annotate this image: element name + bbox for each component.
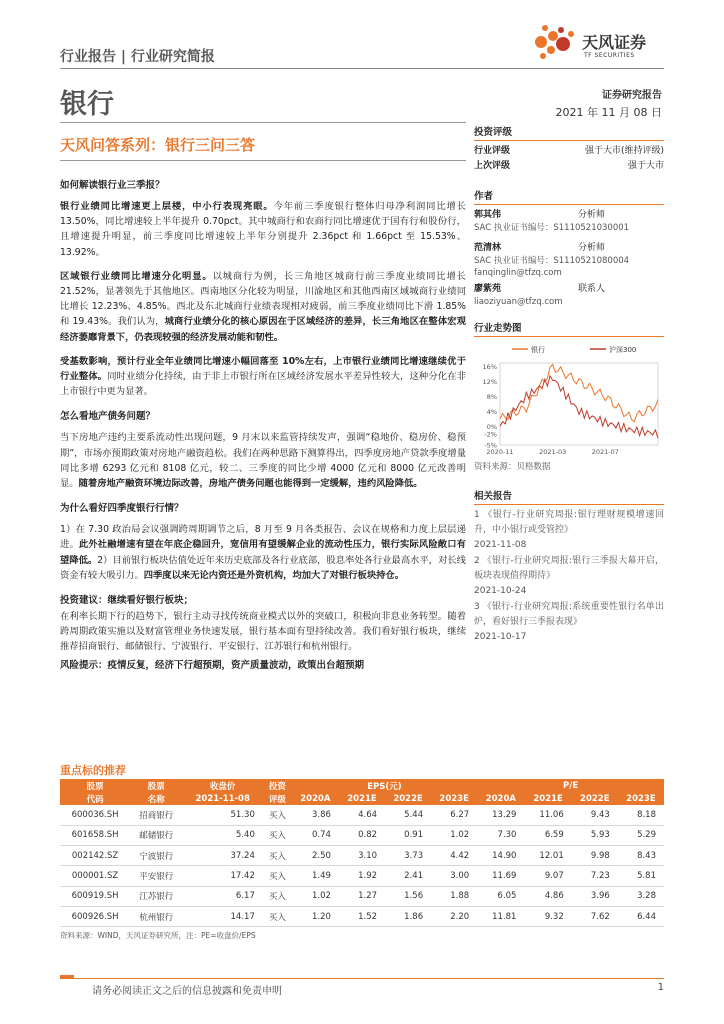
paragraph-4-text: 当下房地产违约主要系流动性出现问题，9 月末以来监管持续发声，强调“稳地价、稳房价、稳预期”，市场亦预期政策对房地产融资趋松。我们在两种思路下测算得出，四季度房地产贷款季度增量同比多增 6293 亿元和 8108 亿元，较二、三季度的同比少增 4000 亿元和 8000 亿元改善明显。 bbox=[60, 432, 466, 490]
title-divider-bottom bbox=[60, 160, 466, 161]
table-cell: 6.17 bbox=[182, 886, 262, 906]
table-row bbox=[60, 825, 664, 845]
header-pe: P/E bbox=[477, 779, 664, 792]
author-1 bbox=[474, 208, 664, 235]
trend-heading: 行业走势图 bbox=[474, 320, 664, 337]
table-row bbox=[60, 805, 664, 825]
author-2-sac: SAC 执业证书编号：S1110521080004 bbox=[474, 255, 630, 266]
subheader-cell: 2020A bbox=[292, 792, 339, 805]
table-cell: 5.40 bbox=[182, 825, 262, 845]
table-cell: 8.18 bbox=[618, 805, 664, 825]
table-cell: 12.01 bbox=[524, 846, 571, 866]
previous-rating bbox=[474, 159, 664, 174]
table-cell: 11.06 bbox=[524, 805, 571, 825]
author-2-email[interactable]: fanqinglin@tfzq.com bbox=[474, 268, 562, 278]
title-divider-top bbox=[60, 122, 466, 123]
paragraph-2-lead: 区域银行业绩同比增速分化明显。 bbox=[60, 270, 213, 282]
table-cell: 11.81 bbox=[477, 906, 524, 926]
author-2 bbox=[474, 241, 664, 280]
table-cell: 11.69 bbox=[477, 866, 524, 886]
question-1: 如何解读银行业三季报？ bbox=[60, 180, 165, 191]
author-3-email[interactable]: liaoziyuan@tfzq.com bbox=[474, 296, 563, 307]
table-cell: 买入 bbox=[263, 906, 292, 926]
paragraph-1-text: 今年前三季度银行整体归母净利润同比增长 13.50%，同比增速较上半年提升 0.70pct。其中城商行和农商行同比增速优于国有行和股份行，且增速提升明显，前三季度同比增速较上半年分别提升 2.36pct 和 1.66pct 至 15.53%、13.92%。 bbox=[60, 201, 466, 258]
table-cell: 600919.SH bbox=[60, 886, 130, 906]
x-tick-label: 2020-11 bbox=[486, 448, 514, 456]
rating-heading: 投资评级 bbox=[474, 124, 664, 141]
table-row bbox=[60, 906, 664, 926]
paragraph-3-lead: 受基数影响，预计行业全年业绩同比增速小幅回落至 10%左右，上市银行业绩同比增速继续优于行业整体。 bbox=[60, 355, 466, 383]
related-report-3[interactable]: 3 《银行-行业研究周报:系统重要性银行名单出炉，看好银行三季报表现》 bbox=[474, 601, 664, 627]
paragraph-3-text: 同时业绩分化持续，由于非上市银行所在区域经济发展水平差异性较大，这种分化在非上市银行中更为显著。 bbox=[60, 371, 466, 398]
table-cell: 3.86 bbox=[292, 805, 339, 825]
table-cell: 4.86 bbox=[524, 886, 571, 906]
table-cell: 5.44 bbox=[385, 805, 431, 825]
table-cell: 6.44 bbox=[618, 906, 664, 926]
authors-heading: 作者 bbox=[474, 188, 664, 205]
paragraph-5-text-b: 2）目前银行板块估值处近年来历史底部及各行业底部，股息率处各行业最高水平，对长线资金有较大吸引力。 bbox=[60, 554, 466, 581]
table-cell: 招商银行 bbox=[130, 805, 182, 825]
table-cell: 3.73 bbox=[385, 846, 431, 866]
author-3 bbox=[474, 282, 664, 309]
author-2-header bbox=[474, 241, 664, 255]
paragraph-5-highlight: 此外社融增速有望在年底企稳回升，宽信用有望缓解企业的流动性压力，银行实际风险敞口有望降低。 bbox=[60, 539, 466, 566]
table-cell: 17.42 bbox=[182, 866, 262, 886]
table-cell: 买入 bbox=[263, 846, 292, 866]
y-tick-label: 8% bbox=[486, 393, 497, 402]
trend-chart-svg bbox=[474, 341, 664, 459]
table-cell: 1.02 bbox=[431, 825, 477, 845]
subheader-cell: 代码 bbox=[60, 792, 130, 805]
y-tick-label: 12% bbox=[482, 378, 497, 387]
table-cell: 9.98 bbox=[572, 846, 618, 866]
paragraph-1-lead: 银行业绩同比增速更上层楼，中小行表现亮眼。 bbox=[60, 201, 274, 212]
x-tick-label: 2021-07 bbox=[591, 448, 619, 456]
subheader-cell: 2023E bbox=[431, 792, 477, 805]
y-tick-label: 16% bbox=[482, 363, 497, 372]
author-1-sac: SAC 执业证书编号：S1110521030001 bbox=[474, 223, 630, 233]
subheader-cell: 2022E bbox=[572, 792, 618, 805]
related-report-3-date: 2021-10-17 bbox=[474, 631, 527, 642]
industry-rating bbox=[474, 144, 664, 159]
table-source: 资料来源：WIND，天风证券研究所，注：PE=收盘价/EPS bbox=[60, 931, 256, 940]
subheader-cell: 2021E bbox=[524, 792, 571, 805]
author-2-name: 范清林 bbox=[474, 242, 502, 253]
table-row bbox=[60, 886, 664, 906]
rating-value: 强于大市(维持评级) bbox=[584, 146, 664, 156]
table-cell: 6.59 bbox=[524, 825, 571, 845]
paragraph-5-conclusion: 四季度以来无论内资还是外资机构，均加大了对银行板块持仓。 bbox=[143, 569, 405, 581]
header-stock-2: 股票 bbox=[130, 779, 182, 792]
y-tick-label: -2% bbox=[484, 430, 497, 439]
chart-source: 资料来源：贝格数据 bbox=[474, 462, 551, 472]
table-cell: 4.42 bbox=[431, 846, 477, 866]
table-cell: 2.50 bbox=[292, 846, 339, 866]
table-cell: 6.05 bbox=[477, 886, 524, 906]
table-cell: 7.23 bbox=[572, 866, 618, 886]
table-cell: 9.32 bbox=[524, 906, 571, 926]
table-cell: 13.29 bbox=[477, 805, 524, 825]
previous-rating-value: 强于大市 bbox=[627, 161, 664, 171]
paragraph-6: 在利率长期下行的趋势下，银行主动寻找传统商业模式以外的突破口，积极向非息业务转型。随着跨周期政策实施以及财富管理业务快速发展，银行基本面有望持续改善。我们看好银行板块，继续推荐招商银行、邮储银行、宁波银行、平安银行、江苏银行和杭州银行。 bbox=[60, 611, 466, 653]
paragraph-2 bbox=[60, 269, 466, 345]
table-cell: 14.17 bbox=[182, 906, 262, 926]
table-cell: 5.93 bbox=[572, 825, 618, 845]
table-cell: 6.27 bbox=[431, 805, 477, 825]
sector-title: 银行 bbox=[60, 89, 114, 120]
trend-chart bbox=[474, 341, 664, 459]
subheader-cell: 2022E bbox=[385, 792, 431, 805]
legend-label: 银行 bbox=[531, 346, 545, 354]
paragraph-4-conclusion: 随着房地产融资环境边际改善，房地产债务问题也能得到一定缓解，违约风险降低。 bbox=[78, 478, 423, 490]
page-number: 1 bbox=[657, 982, 664, 993]
table-row bbox=[60, 866, 664, 886]
table-cell: 平安银行 bbox=[130, 866, 182, 886]
table-cell: 1.49 bbox=[292, 866, 339, 886]
table-cell: 1.20 bbox=[292, 906, 339, 926]
stock-table-body bbox=[60, 805, 664, 927]
table-cell: 3.00 bbox=[431, 866, 477, 886]
table-cell: 51.30 bbox=[182, 805, 262, 825]
related-report-2[interactable]: 2 《银行-行业研究周报:银行三季报大幕开启，板块表现值得期待》 bbox=[474, 555, 664, 581]
table-cell: 0.74 bbox=[292, 825, 339, 845]
table-cell: 1.56 bbox=[385, 886, 431, 906]
table-cell: 7.30 bbox=[477, 825, 524, 845]
paragraph-4 bbox=[60, 430, 466, 491]
table-cell: 14.90 bbox=[477, 846, 524, 866]
stock-table bbox=[60, 779, 664, 927]
table-cell: 4.64 bbox=[339, 805, 385, 825]
table-header-row-top bbox=[60, 779, 664, 792]
subheader-cell: 2023E bbox=[618, 792, 664, 805]
table-cell: 600926.SH bbox=[60, 906, 130, 926]
rating-label: 行业评级 bbox=[474, 146, 511, 156]
y-tick-label: 4% bbox=[486, 407, 497, 416]
footer-divider bbox=[60, 978, 664, 979]
header-stock: 股票 bbox=[60, 779, 130, 792]
table-cell: 3.96 bbox=[572, 886, 618, 906]
table-cell: 8.43 bbox=[618, 846, 664, 866]
author-1-role: 分析师 bbox=[578, 210, 606, 220]
question-2: 怎么看地产债务问题？ bbox=[60, 411, 156, 423]
table-cell: 买入 bbox=[263, 825, 292, 845]
table-cell: 买入 bbox=[263, 866, 292, 886]
table-cell: 5.81 bbox=[618, 866, 664, 886]
table-cell: 1.92 bbox=[339, 866, 385, 886]
table-cell: 买入 bbox=[263, 886, 292, 906]
related-report-1[interactable]: 1 《银行-行业研究周报:银行理财规模增速回升，中小银行或受管控》 bbox=[474, 509, 664, 535]
table-cell: 600036.SH bbox=[60, 805, 130, 825]
table-cell: 1.52 bbox=[339, 906, 385, 926]
sidebar bbox=[474, 124, 664, 646]
paragraph-2-conclusion: 城商行业绩分化的核心原因在于区域经济的差异，长三角地区在整体宏观经济萎靡背景下，仍表现较强的经济发展动能和韧性。 bbox=[60, 316, 466, 343]
previous-rating-label: 上次评级 bbox=[474, 161, 511, 171]
legend-label: 沪深300 bbox=[609, 346, 637, 354]
stock-table-title: 重点标的推荐 bbox=[60, 764, 126, 777]
table-cell: 2.20 bbox=[431, 906, 477, 926]
report-date: 2021 年 11 月 08 日 bbox=[555, 106, 662, 119]
table-cell: 1.02 bbox=[292, 886, 339, 906]
table-cell: 1.27 bbox=[339, 886, 385, 906]
table-cell: 2.41 bbox=[385, 866, 431, 886]
table-cell: 37.24 bbox=[182, 846, 262, 866]
table-cell: 1.88 bbox=[431, 886, 477, 906]
author-3-role: 联系人 bbox=[578, 283, 606, 294]
subheader-cell: 2020A bbox=[477, 792, 524, 805]
y-tick-label: 0% bbox=[486, 422, 497, 431]
author-3-header bbox=[474, 282, 664, 296]
paragraph-3 bbox=[60, 354, 466, 400]
header-close: 收盘价 bbox=[182, 779, 262, 792]
report-kind: 证券研究报告 bbox=[602, 90, 662, 101]
subheader-cell: 2021-11-08 bbox=[182, 792, 262, 805]
table-cell: 000001.SZ bbox=[60, 866, 130, 886]
table-cell: 7.62 bbox=[572, 906, 618, 926]
subheader-cell: 评级 bbox=[263, 792, 292, 805]
table-cell: 江苏银行 bbox=[130, 886, 182, 906]
table-cell: 9.43 bbox=[572, 805, 618, 825]
risk-warning: 风险提示：疫情反复，经济下行超预期，资产质量波动，政策出台超预期 bbox=[60, 659, 365, 671]
related-report-1-date: 2021-11-08 bbox=[474, 539, 527, 550]
related-heading: 相关报告 bbox=[474, 488, 664, 505]
subheader-cell: 2021E bbox=[339, 792, 385, 805]
table-cell: 3.10 bbox=[339, 846, 385, 866]
header-divider bbox=[60, 68, 664, 69]
investment-advice-heading: 投资建议：继续看好银行板块； bbox=[60, 595, 194, 607]
table-cell: 3.28 bbox=[618, 886, 664, 906]
table-cell: 002142.SZ bbox=[60, 846, 130, 866]
paragraph-2-text: 以城商行为例，长三角地区城商行前三季度业绩同比增长 21.52%，显著领先于其他地区。西南地区分化较为明显，川渝地区和其他西南区域城商行业绩同比增长 12.23%、4.85%。西北及东北城商行业绩表现相对疲弱，前三季度业绩同比下滑 1.85%和 19.43%。我们认为， bbox=[60, 270, 466, 328]
logo-subtext: TF SECURITIES bbox=[584, 52, 635, 59]
table-row bbox=[60, 846, 664, 866]
table-cell: 0.91 bbox=[385, 825, 431, 845]
report-type: 行业报告 | 行业研究简报 bbox=[60, 49, 215, 65]
author-1-header bbox=[474, 208, 664, 222]
table-cell: 5.29 bbox=[618, 825, 664, 845]
table-cell: 601658.SH bbox=[60, 825, 130, 845]
author-1-name: 郭其伟 bbox=[474, 210, 502, 220]
table-cell: 1.86 bbox=[385, 906, 431, 926]
paragraph-5-text: 1）在 7.30 政治局会议强调跨周期调节之后，8 月至 9 月各类报告、会议在规格和力度上层层递进。 bbox=[60, 524, 466, 551]
table-cell: 邮储银行 bbox=[130, 825, 182, 845]
main-body bbox=[60, 177, 466, 679]
paragraph-5 bbox=[60, 522, 466, 583]
author-3-name: 廖紫苑 bbox=[474, 283, 502, 294]
document-title: 天风问答系列：银行三问三答 bbox=[60, 136, 256, 154]
disclaimer-notice[interactable]: 请务必阅读正文之后的信息披露和免责申明 bbox=[92, 986, 282, 997]
y-tick-label: -5% bbox=[484, 441, 497, 450]
table-cell: 宁波银行 bbox=[130, 846, 182, 866]
table-cell: 买入 bbox=[263, 805, 292, 825]
author-2-role: 分析师 bbox=[578, 242, 606, 253]
header-invest: 投资 bbox=[263, 779, 292, 792]
related-report-2-date: 2021-10-24 bbox=[474, 585, 527, 596]
x-tick-label: 2021-03 bbox=[539, 448, 567, 456]
header-eps: EPS(元) bbox=[292, 779, 477, 792]
table-cell: 9.07 bbox=[524, 866, 571, 886]
logo-text: 天风证券 bbox=[582, 33, 647, 52]
question-3: 为什么看好四季度银行行情？ bbox=[60, 503, 184, 515]
table-header-row-sub bbox=[60, 792, 664, 805]
subheader-cell: 名称 bbox=[130, 792, 182, 805]
paragraph-1 bbox=[60, 199, 466, 260]
table-cell: 0.82 bbox=[339, 825, 385, 845]
table-cell: 杭州银行 bbox=[130, 906, 182, 926]
